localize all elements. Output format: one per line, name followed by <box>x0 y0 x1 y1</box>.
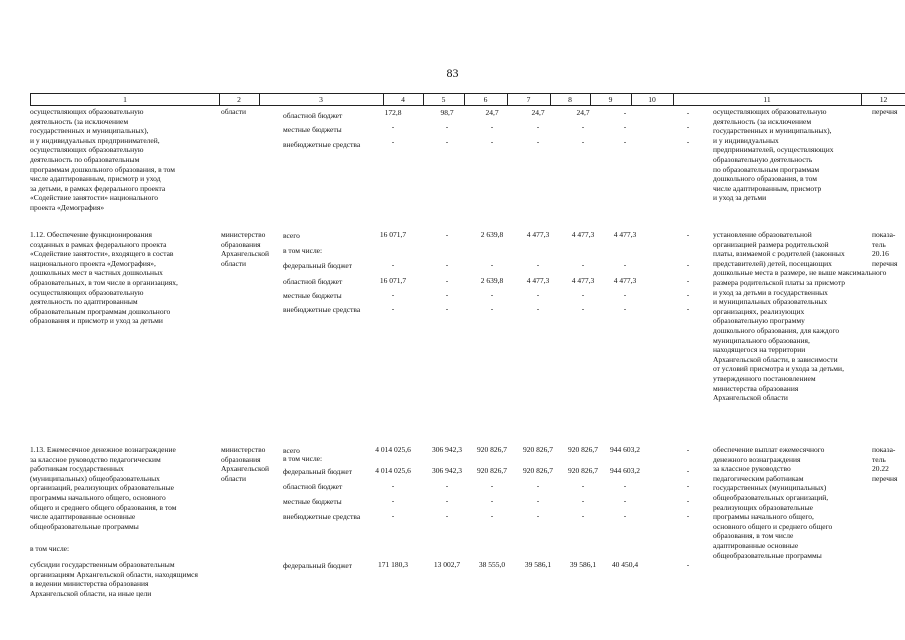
funding-source: в том числе: <box>283 454 323 463</box>
activity-text-line: осуществляющих образовательную <box>30 287 144 297</box>
value-cell: - <box>490 304 494 313</box>
activity-text-line: проекта «Демография» <box>30 203 105 212</box>
funding-source: областной бюджет <box>283 111 343 120</box>
activity-text-line: за классное руководство педагогическим <box>30 454 161 464</box>
value-cell: - <box>686 304 690 313</box>
indicator-text: перечня <box>872 258 898 268</box>
activity-text-line: программы начального общего, основного <box>30 493 166 502</box>
value-cell: 24,7 <box>485 108 499 117</box>
value-cell: - <box>391 260 395 269</box>
header-cell: 11 <box>763 95 771 104</box>
executor-text: образования <box>221 454 261 464</box>
result-text-line: реализующих образовательные <box>713 502 813 512</box>
result-text-line: по образовательным программам <box>713 164 820 174</box>
value-cell: 920 826,7 <box>568 445 598 454</box>
result-text-line: Архангельской области <box>713 393 788 403</box>
funding-source: в том числе: <box>283 246 323 255</box>
result-text-line: установление образовательной <box>713 230 812 239</box>
value-cell: - <box>623 496 627 505</box>
value-cell: 944 603,2 <box>610 445 640 454</box>
executor-text: министерство <box>221 445 266 454</box>
funding-source: внебюджетные средства <box>283 512 361 521</box>
value-cell: - <box>581 496 585 505</box>
activity-text-line: образования и присмотр и уход за детьми <box>30 316 163 326</box>
value-cell: 2 639,8 <box>480 276 504 285</box>
executor-text: области <box>221 258 247 268</box>
activity-text-line: и у индивидуальных предпринимателей, <box>30 135 160 145</box>
activity-text-line: «Содействие занятости», входящего в состав <box>30 249 174 259</box>
value-cell: - <box>445 304 449 313</box>
column-divider <box>219 94 220 105</box>
result-text-line: находящегося на территории <box>713 345 806 355</box>
result-text-line: от условий присмотра и ухода за детьми, <box>713 364 844 374</box>
value-cell: - <box>686 481 690 490</box>
funding-source: местные бюджеты <box>283 125 342 134</box>
value-cell: - <box>536 304 540 313</box>
value-cell: - <box>490 481 494 490</box>
column-divider <box>550 94 551 105</box>
funding-source: областной бюджет <box>283 482 343 491</box>
funding-source: всего <box>283 231 300 240</box>
value-cell: - <box>623 304 627 313</box>
value-cell: - <box>391 511 395 520</box>
value-cell: - <box>581 137 585 146</box>
value-cell: - <box>623 137 627 146</box>
executor-text: Архангельской <box>221 464 269 474</box>
activity-text-line: общего и среднего общего образования, в том <box>30 502 177 512</box>
value-cell: - <box>490 260 494 269</box>
column-divider <box>383 94 384 105</box>
activity-text-line: числе адаптированным, присмотр и уход <box>30 174 161 184</box>
value-cell: - <box>686 445 690 454</box>
executor-text: образования <box>221 239 261 249</box>
value-cell: - <box>445 122 449 131</box>
value-cell: - <box>686 560 690 569</box>
activity-text-line: образовательным программам дошкольного <box>30 306 171 316</box>
value-cell: - <box>686 276 690 285</box>
value-cell: - <box>445 290 449 299</box>
result-text-line: педагогическим работникам <box>713 473 804 483</box>
value-cell: 4 477,3 <box>613 230 637 239</box>
header-cell: 8 <box>568 95 572 104</box>
value-cell: - <box>581 511 585 520</box>
value-cell: - <box>581 304 585 313</box>
activity-text-line: за детьми, в рамках федерального проекта <box>30 183 166 193</box>
result-text-line: обеспечение выплат ежемесячного <box>713 445 825 454</box>
value-cell: - <box>490 137 494 146</box>
result-text-line: за классное руководство <box>713 464 791 474</box>
result-text-line: предпринимателей, осуществляющих <box>713 145 834 155</box>
header-cell: 12 <box>879 95 888 104</box>
value-cell: - <box>445 276 449 285</box>
result-text-line: образования, в том числе <box>713 531 794 541</box>
activity-text-line: в том числе: <box>30 544 70 553</box>
indicator-text: показа- <box>872 230 896 239</box>
value-cell: - <box>686 496 690 505</box>
result-text-line: общеобразовательные программы <box>713 550 822 560</box>
value-cell: 171 180,3 <box>378 560 408 569</box>
funding-source: федеральный бюджет <box>283 261 353 270</box>
header-cell: 2 <box>237 95 241 104</box>
value-cell: - <box>536 137 540 146</box>
funding-source: федеральный бюджет <box>283 467 353 476</box>
result-text-line: и уход за детьми <box>713 193 767 203</box>
indicator-text: перечня <box>872 107 898 116</box>
value-cell: 4 477,3 <box>613 276 637 285</box>
value-cell: 920 826,7 <box>568 466 598 475</box>
value-cell: 2 639,8 <box>480 230 504 239</box>
activity-text-line: «Содействие занятости» национального <box>30 193 159 203</box>
value-cell: - <box>536 511 540 520</box>
activity-text-line: (муниципальных) общеобразовательных <box>30 473 160 483</box>
value-cell: - <box>581 290 585 299</box>
column-divider <box>259 94 260 105</box>
value-cell: 4 477,3 <box>526 276 550 285</box>
value-cell: - <box>686 511 690 520</box>
value-cell: - <box>623 122 627 131</box>
result-text-line: министерства образования <box>713 383 799 393</box>
value-cell: 944 603,2 <box>610 466 640 475</box>
activity-text-line: программам дошкольного образования, в том <box>30 164 176 174</box>
result-text-line: представителей) детей, посещающих <box>713 258 832 268</box>
result-text-line: дошкольного образования, в том <box>713 174 817 184</box>
result-text-line: муниципального образования, <box>713 335 810 345</box>
result-text-line: образовательную программу <box>713 316 805 326</box>
executor-text: области <box>221 473 247 483</box>
value-cell: - <box>686 466 690 475</box>
value-cell: - <box>686 122 690 131</box>
value-cell: - <box>686 230 690 239</box>
value-cell: 920 826,7 <box>477 466 507 475</box>
value-cell: - <box>391 481 395 490</box>
value-cell: - <box>581 260 585 269</box>
activity-text-line: Архангельской области, на иные цели <box>30 588 152 598</box>
result-text-line: и муниципальных образовательных <box>713 297 828 307</box>
funding-source: всего <box>283 446 300 455</box>
activity-text-line: деятельность по адаптированным <box>30 297 138 307</box>
result-text-line: адаптированные основные <box>713 541 799 550</box>
activity-text-line: в ведении министерства образования <box>30 579 149 589</box>
indicator-text: 20.16 <box>872 249 889 259</box>
value-cell: - <box>490 496 494 505</box>
value-cell: 13 002,7 <box>433 560 461 569</box>
value-cell: 24,7 <box>576 108 590 117</box>
value-cell: 4 477,3 <box>571 230 595 239</box>
value-cell: - <box>686 290 690 299</box>
result-text-line: основного общего и среднего общего <box>713 521 833 531</box>
value-cell: - <box>536 481 540 490</box>
column-divider <box>464 94 465 105</box>
value-cell: 306 942,3 <box>432 445 462 454</box>
column-divider <box>590 94 591 105</box>
value-cell: - <box>686 137 690 146</box>
indicator-text: показа- <box>872 445 896 454</box>
result-text-line: организациях, реализующих <box>713 306 805 316</box>
value-cell: - <box>686 108 690 117</box>
value-cell: - <box>490 122 494 131</box>
header-cell: 3 <box>319 95 323 104</box>
value-cell: - <box>536 496 540 505</box>
value-cell: - <box>445 260 449 269</box>
value-cell: - <box>445 137 449 146</box>
activity-text-line: 1.12. Обеспечение функционирования <box>30 230 152 239</box>
activity-text-line: дошкольных мест в частных дошкольных <box>30 268 163 278</box>
value-cell: 920 826,7 <box>523 445 553 454</box>
result-text-line: государственных и муниципальных), <box>713 126 832 136</box>
result-text-line: деятельность (за исключением <box>713 116 812 126</box>
column-divider <box>507 94 508 105</box>
result-text-line: образовательную деятельность <box>713 155 813 164</box>
column-divider <box>631 94 632 105</box>
value-cell: - <box>391 137 395 146</box>
value-cell: - <box>686 260 690 269</box>
value-cell: 16 071,7 <box>379 230 407 239</box>
funding-source: внебюджетные средства <box>283 140 361 149</box>
value-cell: 39 586,1 <box>524 560 552 569</box>
executor-text: области <box>221 107 247 116</box>
value-cell: 172,8 <box>384 108 402 117</box>
funding-source: внебюджетные средства <box>283 305 361 314</box>
value-cell: 4 477,3 <box>526 230 550 239</box>
activity-text-line: национального проекта «Демография», <box>30 258 156 268</box>
value-cell: 306 942,3 <box>432 466 462 475</box>
value-cell: 24,7 <box>531 108 545 117</box>
table-header <box>30 93 905 106</box>
header-cell: 7 <box>526 95 531 104</box>
value-cell: - <box>581 122 585 131</box>
indicator-text: тель <box>872 454 886 464</box>
result-text-line: числе адаптированным, присмотр <box>713 183 822 193</box>
value-cell: - <box>490 511 494 520</box>
value-cell: - <box>445 230 449 239</box>
activity-text-line: числе адаптированные основные <box>30 512 136 522</box>
header-cell: 4 <box>401 95 405 104</box>
activity-text-line: образовательных, в том числе в организациях, <box>30 278 178 287</box>
value-cell: - <box>391 304 395 313</box>
value-cell: 39 586,1 <box>569 560 597 569</box>
header-cell: 10 <box>648 95 656 104</box>
value-cell: - <box>581 481 585 490</box>
column-divider <box>861 94 862 105</box>
activity-text-line: общеобразовательные программы <box>30 521 139 531</box>
value-cell: - <box>536 290 540 299</box>
value-cell: - <box>623 260 627 269</box>
result-text-line: общеобразовательных организаций, <box>713 493 829 502</box>
value-cell: 16 071,7 <box>379 276 407 285</box>
executor-text: министерство <box>221 230 266 239</box>
header-cell: 9 <box>608 95 613 104</box>
value-cell: 38 555,0 <box>478 560 506 569</box>
result-text-line: государственных (муниципальных) <box>713 483 827 493</box>
value-cell: - <box>536 260 540 269</box>
value-cell: 920 826,7 <box>477 445 507 454</box>
activity-text-line: организациям Архангельской области, находящимся <box>30 569 198 579</box>
value-cell: - <box>391 290 395 299</box>
value-cell: - <box>445 511 449 520</box>
header-cell: 1 <box>123 95 127 104</box>
funding-source: местные бюджеты <box>283 497 342 506</box>
column-divider <box>423 94 424 105</box>
value-cell: - <box>623 108 627 117</box>
activity-text-line: созданных в рамках федерального проекта <box>30 239 167 249</box>
result-text-line: Архангельской области, в зависимости <box>713 354 838 364</box>
value-cell: - <box>490 290 494 299</box>
activity-text-line: государственных и муниципальных), <box>30 126 149 136</box>
indicator-text: 20.22 <box>872 464 889 474</box>
page-number: 83 <box>446 66 459 80</box>
funding-source: местные бюджеты <box>283 291 342 300</box>
activity-text-line: осуществляющих образовательную <box>30 107 144 116</box>
result-text-line: платы, взимаемой с родителей (законных <box>713 249 845 259</box>
result-text-line: утвержденного постановлением <box>713 374 816 383</box>
column-divider <box>673 94 674 105</box>
value-cell: 40 450,4 <box>611 560 639 569</box>
result-text-line: денежного вознаграждения <box>713 454 801 464</box>
funding-source: федеральный бюджет <box>283 561 353 570</box>
header-cell: 6 <box>483 95 488 104</box>
value-cell: - <box>445 481 449 490</box>
activity-text-line: субсидии государственным образовательным <box>30 560 175 569</box>
activity-text-line: осуществляющих образовательную <box>30 145 144 155</box>
activity-text-line: деятельность (за исключением <box>30 116 129 126</box>
value-cell: 4 477,3 <box>571 276 595 285</box>
value-cell: - <box>391 122 395 131</box>
value-cell: - <box>623 481 627 490</box>
result-text-line: дошкольные места в размере, не выше максимального <box>713 268 887 278</box>
value-cell: - <box>623 290 627 299</box>
header-cell: 5 <box>441 95 446 104</box>
indicator-text: тель <box>872 239 886 249</box>
value-cell: - <box>536 122 540 131</box>
activity-text-line: работникам государственных <box>30 464 124 474</box>
executor-text: Архангельской <box>221 249 269 259</box>
funding-source: областной бюджет <box>283 277 343 286</box>
value-cell: 920 826,7 <box>523 466 553 475</box>
result-text-line: размера родительской платы за присмотр <box>713 278 845 287</box>
result-text-line: и у индивидуальных <box>713 135 779 145</box>
result-text-line: организацией размера родительской <box>713 239 829 249</box>
activity-text-line: 1.13. Ежемесячное денежное вознаграждение <box>30 445 176 454</box>
result-text-line: дошкольного образования, для каждого <box>713 326 840 335</box>
value-cell: 98,7 <box>440 108 454 117</box>
value-cell: 4 014 025,6 <box>375 445 411 454</box>
activity-text-line: организаций, реализующих образовательные <box>30 483 174 493</box>
value-cell: 4 014 025,6 <box>375 466 411 475</box>
result-text-line: программы начального общего, <box>713 512 814 522</box>
activity-text-line: деятельность по образовательным <box>30 155 140 164</box>
value-cell: - <box>623 511 627 520</box>
value-cell: - <box>445 496 449 505</box>
result-text-line: и уход за детьми в государственных <box>713 287 828 297</box>
indicator-text: перечня <box>872 473 898 483</box>
result-text-line: осуществляющих образовательную <box>713 107 827 116</box>
value-cell: - <box>391 496 395 505</box>
